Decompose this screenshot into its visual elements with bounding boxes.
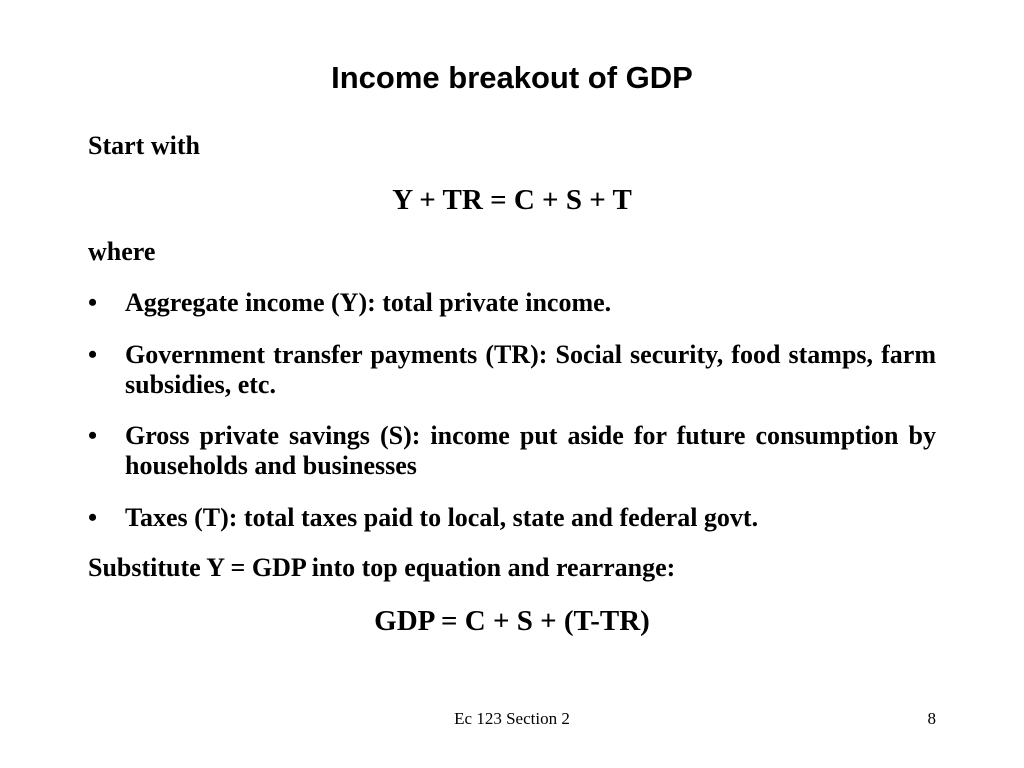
- bullet-text: Aggregate income (Y): total private income.: [125, 288, 612, 317]
- intro-text: Start with: [88, 131, 200, 160]
- bottom-equation: GDP = C + S + (T-TR): [374, 605, 650, 637]
- footer-course: Ec 123 Section 2: [454, 709, 570, 728]
- bullet-marker: •: [88, 340, 98, 369]
- bullet-text: Government transfer payments (TR): Social security, food stamps, farm subsidies, etc.: [125, 340, 936, 399]
- bullet-text: Gross private savings (S): income put aside for future consumption by households and businesses: [125, 421, 936, 480]
- bullet-text: Taxes (T): total taxes paid to local, state and federal govt.: [125, 503, 759, 532]
- bullet-transfer-payments: [88, 340, 936, 400]
- bullet-marker: •: [88, 421, 98, 450]
- where-text: where: [88, 237, 156, 266]
- bullet-marker: •: [88, 503, 98, 532]
- page-number: 8: [927, 709, 936, 728]
- top-equation: Y + TR = C + S + T: [392, 184, 632, 216]
- bullet-marker: •: [88, 288, 98, 317]
- substitute-text: Substitute Y = GDP into top equation and rearrange:: [88, 553, 676, 582]
- slide-title: Income breakout of GDP: [331, 60, 693, 95]
- bullet-private-savings: [88, 421, 936, 481]
- bullet-aggregate-income: [88, 288, 936, 318]
- bullet-taxes: [88, 503, 936, 533]
